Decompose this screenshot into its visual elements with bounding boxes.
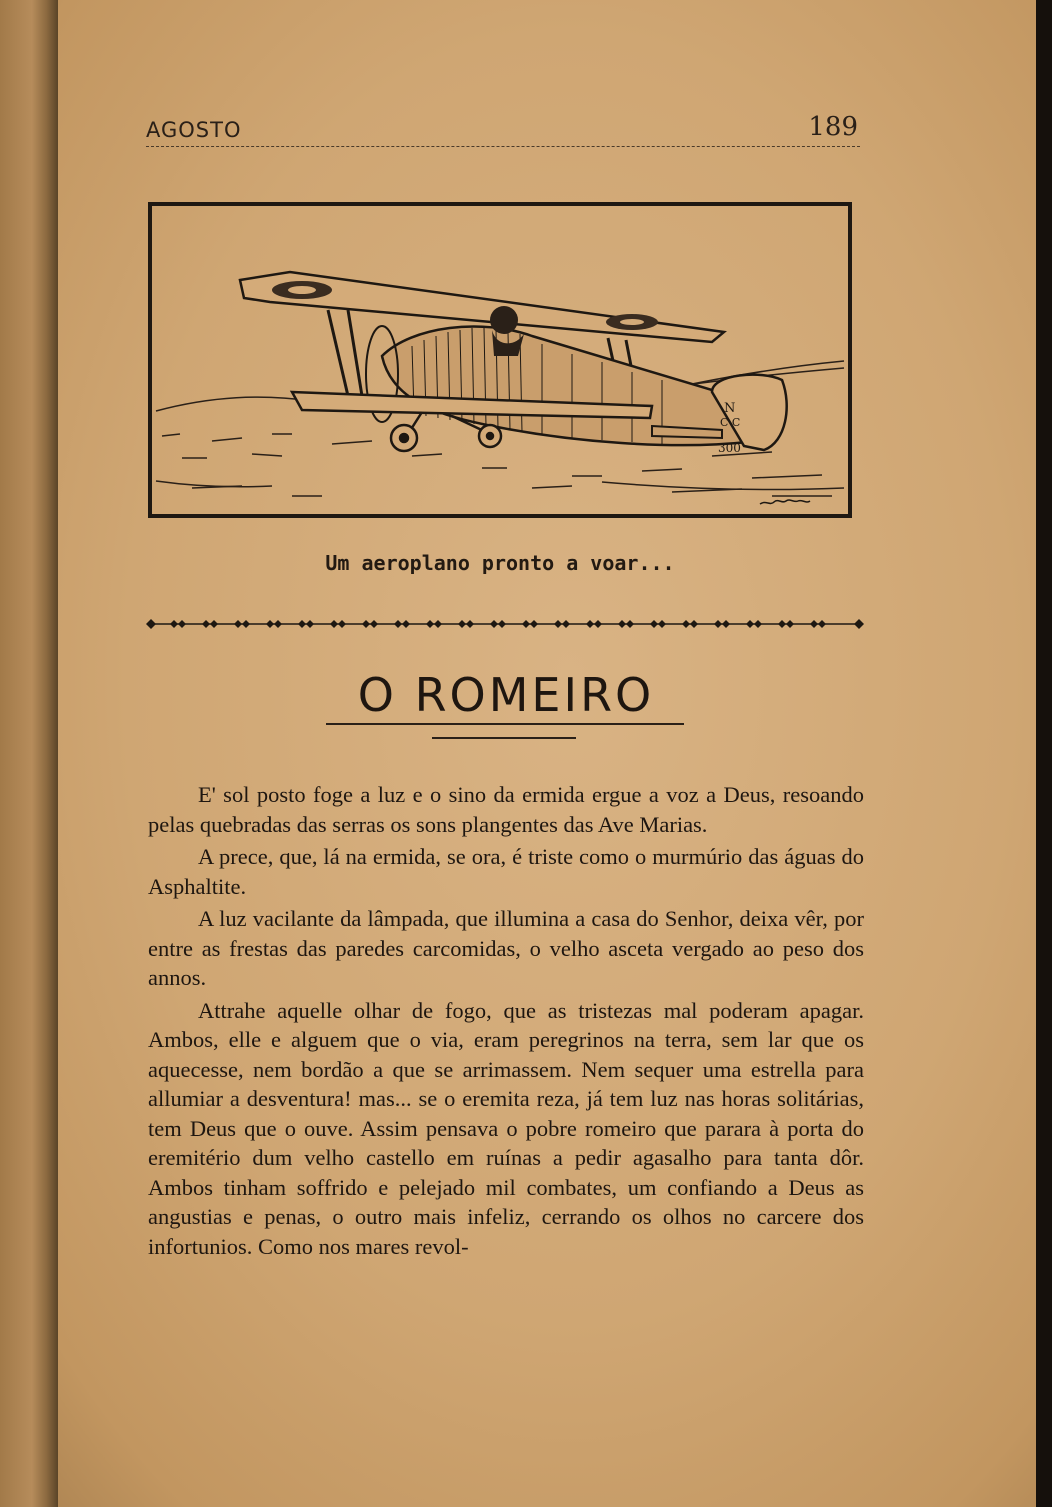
article-body <box>148 780 864 1261</box>
svg-text:C C: C C <box>720 416 741 429</box>
running-head-month: AGOSTO <box>146 118 242 142</box>
paragraph: A prece, que, lá na ermida, se ora, é triste como o murmúrio das águas do Asphaltite. <box>148 844 864 899</box>
title-underline-short <box>432 737 576 739</box>
page-number: 189 <box>808 112 858 142</box>
ornamental-divider <box>146 616 864 632</box>
svg-text:300: 300 <box>718 441 741 455</box>
airplane-illustration <box>148 202 852 518</box>
svg-text:N: N <box>724 401 736 416</box>
page-gutter <box>0 0 58 1507</box>
running-head <box>146 112 860 147</box>
title-underline <box>326 723 684 725</box>
paragraph: E' sol posto foge a luz e o sino da ermida ergue a voz a Deus, resoando pelas quebradas das serras os sons plangentes das Ave Marias. <box>148 782 864 837</box>
paragraph: Attrahe aquelle olhar de fogo, que as tristezas mal poderam apagar. Ambos, elle e alguem que o via, eram peregrinos na terra, sem lar que os aquecesse, nem bordão a que se arrimassem. Nem sequer uma estrella para allumiar a desventura! mas... se o eremita reza, já tem luz nas horas solitárias, tem Deus que o ouve. Assim pensava o pobre romeiro que parara à porta do eremitério dum velho castello em ruínas a pedir agasalho para tanta dôr. Ambos tinham soffrido e pelejado mil combates, um confiando a Deus as angustias e penas, o outro mais infeliz, cerrando os olhos no carcere dos infortunios. Como nos mares revol- <box>148 997 864 1259</box>
paragraph: A luz vacilante da lâmpada, que illumina a casa do Senhor, deixa vêr, por entre as frestas das paredes carcomidas, o velho asceta vergado ao peso dos annos. <box>148 906 864 990</box>
article-title: O ROMEIRO <box>357 668 655 722</box>
page-edge <box>1036 0 1052 1507</box>
figure-caption: Um aeroplano pronto a voar... <box>325 551 675 575</box>
